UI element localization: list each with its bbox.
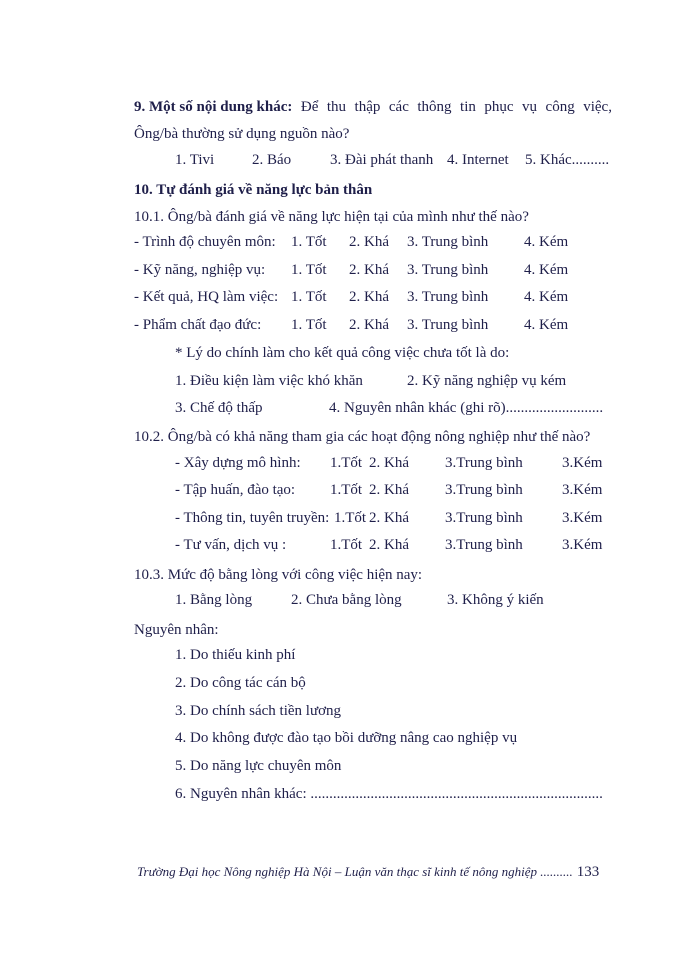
- row-label: - Kết quả, HQ làm việc:: [134, 289, 279, 305]
- word: tin: [460, 99, 476, 115]
- option: 4. Kém: [524, 317, 569, 333]
- section-9-line-1: [134, 97, 612, 117]
- word: thập: [354, 99, 381, 115]
- cause-6: 6. Nguyên nhân khác: ..............................................................................: [175, 786, 603, 802]
- option: 2. Khá: [369, 455, 409, 471]
- option: 3. Trung bình: [407, 234, 489, 250]
- option: 4. Kém: [524, 234, 569, 250]
- section-9-heading: 9. Một số nội dung khác:: [134, 99, 293, 115]
- option: 3.Kém: [562, 510, 603, 526]
- q10-2-question: 10.2. Ông/bà có khả năng tham gia các hoạt động nông nghiệp như thế nào?: [134, 429, 591, 445]
- reason-2: 2. Kỹ năng nghiệp vụ kém: [407, 373, 567, 389]
- word: Để: [300, 99, 319, 115]
- option: 3. Trung bình: [407, 317, 489, 333]
- option: 1.Tốt: [330, 482, 363, 498]
- option: 1.Tốt: [334, 510, 367, 526]
- option: 3. Trung bình: [407, 289, 489, 305]
- option: 4. Kém: [524, 289, 569, 305]
- word: thông: [417, 99, 452, 115]
- option: 1.Tốt: [330, 455, 363, 471]
- option: 3. Trung bình: [407, 262, 489, 278]
- row-label: - Kỹ năng, nghiệp vụ:: [134, 262, 266, 278]
- word: việc,: [583, 99, 612, 115]
- option: 1. Tốt: [291, 262, 327, 278]
- option: 3.Trung bình: [445, 510, 523, 526]
- row-label: - Xây dựng mô hình:: [175, 455, 301, 471]
- reason-3: 3. Chế độ thấp: [175, 400, 263, 416]
- cause-3: 3. Do chính sách tiền lương: [175, 703, 342, 719]
- reason-4: 4. Nguyên nhân khác (ghi rõ)..........................: [329, 400, 604, 416]
- option: 2. Khá: [369, 510, 409, 526]
- option: 3.Trung bình: [445, 455, 523, 471]
- word: vụ: [522, 99, 538, 115]
- option: 2. Khá: [369, 537, 409, 553]
- q10-3-question: 10.3. Mức độ bằng lòng với công việc hiện nay:: [134, 567, 423, 583]
- option: 2. Khá: [349, 262, 389, 278]
- cause-1: 1. Do thiếu kinh phí: [175, 647, 296, 663]
- option: 1. Tốt: [291, 234, 327, 250]
- option: 3.Kém: [562, 537, 603, 553]
- word: công: [545, 99, 575, 115]
- option: 1. Tốt: [291, 289, 327, 305]
- s9-option-2: 2. Báo: [252, 152, 292, 168]
- option: 3.Kém: [562, 455, 603, 471]
- row-label: - Tư vấn, dịch vụ :: [175, 537, 287, 553]
- page-footer: [137, 864, 599, 881]
- option: 3.Trung bình: [445, 537, 523, 553]
- q10-3-option-3: 3. Không ý kiến: [447, 592, 544, 608]
- row-label: - Phẩm chất đạo đức:: [134, 317, 262, 333]
- s9-option-5: 5. Khác..........: [525, 152, 610, 168]
- option: 1. Tốt: [291, 317, 327, 333]
- cause-5: 5. Do năng lực chuyên môn: [175, 758, 342, 774]
- page-number: 133: [576, 864, 600, 880]
- cause-2: 2. Do công tác cán bộ: [175, 675, 306, 691]
- footer-text: Trường Đại học Nông nghiệp Hà Nội – Luận văn thạc sĩ kinh tế nông nghiệp ..........: [137, 864, 573, 879]
- q10-1-question: 10.1. Ông/bà đánh giá về năng lực hiện tại của mình như thế nào?: [134, 209, 529, 225]
- row-label: - Thông tin, tuyên truyền:: [175, 510, 330, 526]
- option: 2. Khá: [349, 289, 389, 305]
- option: 2. Khá: [349, 234, 389, 250]
- option: 3.Trung bình: [445, 482, 523, 498]
- cause-label: Nguyên nhân:: [134, 622, 219, 638]
- option: 1.Tốt: [330, 537, 363, 553]
- section-9-line-2: Ông/bà thường sử dụng nguồn nào?: [134, 126, 350, 142]
- reason-1: 1. Điều kiện làm việc khó khăn: [175, 373, 363, 389]
- q10-3-option-2: 2. Chưa bằng lòng: [291, 592, 402, 608]
- section-10-heading: 10. Tự đánh giá về năng lực bản thân: [134, 182, 373, 198]
- s9-option-4: 4. Internet: [447, 152, 509, 168]
- q10-3-option-1: 1. Bằng lòng: [175, 592, 253, 608]
- word: các: [388, 99, 409, 115]
- cause-4: 4. Do không được đào tạo bồi dưỡng nâng cao nghiệp vụ: [175, 730, 518, 746]
- s9-option-3: 3. Đài phát thanh: [330, 152, 434, 168]
- word: thu: [326, 99, 347, 115]
- option: 2. Khá: [369, 482, 409, 498]
- row-label: - Trình độ chuyên môn:: [134, 234, 276, 250]
- option: 3.Kém: [562, 482, 603, 498]
- row-label: - Tập huấn, đào tạo:: [175, 482, 296, 498]
- reason-title: * Lý do chính làm cho kết quả công việc chưa tốt là do:: [175, 345, 510, 361]
- word: phục: [484, 99, 514, 115]
- s9-option-1: 1. Tivi: [175, 152, 215, 168]
- option: 4. Kém: [524, 262, 569, 278]
- option: 2. Khá: [349, 317, 389, 333]
